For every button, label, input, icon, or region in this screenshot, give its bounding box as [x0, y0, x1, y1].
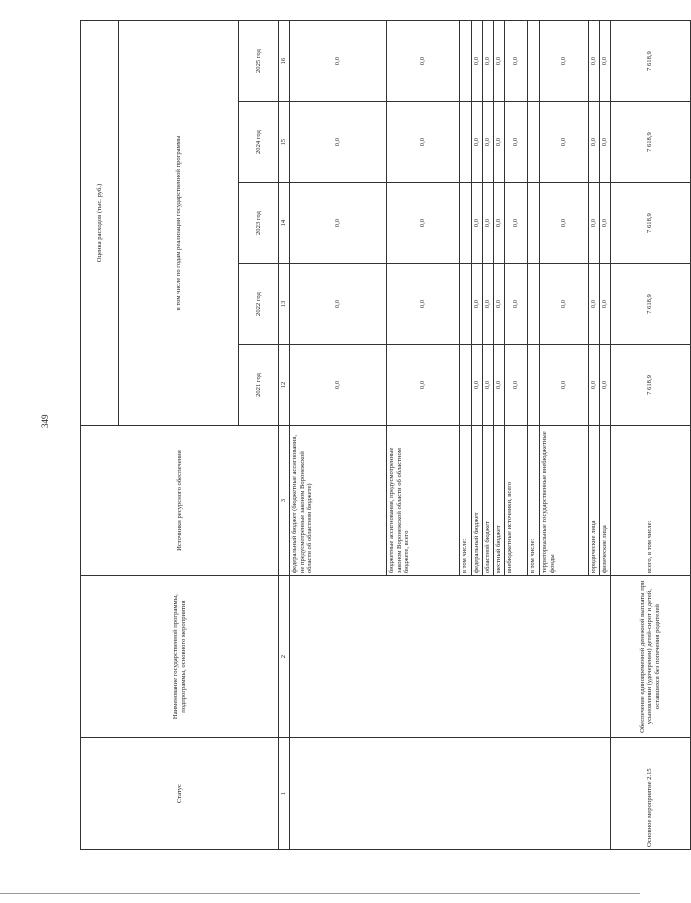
value-cell: 0,0 [471, 183, 482, 264]
table-row [289, 21, 386, 850]
value-cell: 0,0 [471, 264, 482, 345]
value-cell: 7 618,9 [610, 21, 690, 102]
name-cell-empty [289, 576, 610, 738]
value-cell: 0,0 [482, 183, 493, 264]
value-cell: 0,0 [599, 264, 610, 345]
value-cell: 0,0 [504, 264, 527, 345]
source-cell: в том числе: [459, 425, 471, 575]
value-cell: 0,0 [504, 102, 527, 183]
value-cell: 0,0 [289, 102, 386, 183]
value-cell: 0,0 [599, 345, 610, 426]
source-cell: бюджетные ассигнования, предусмотренные законом Воронежской области об областном бюджете, всего [386, 425, 459, 575]
value-cell: 0,0 [539, 102, 588, 183]
value-cell: 0,0 [386, 21, 459, 102]
value-cell [459, 183, 471, 264]
value-cell [527, 264, 539, 345]
status-cell-empty [289, 738, 610, 850]
value-cell: 7 618,9 [610, 102, 690, 183]
column-number: 3 [279, 425, 290, 575]
header-source: Источники ресурсного обеспечения [81, 425, 279, 575]
header-year-2022: 2022 год [239, 264, 279, 345]
value-cell: 0,0 [482, 264, 493, 345]
value-cell: 0,0 [289, 183, 386, 264]
header-year-2021: 2021 год [239, 345, 279, 426]
source-cell: внебюджетные источники, всего [504, 425, 527, 575]
value-cell: 0,0 [493, 21, 504, 102]
value-cell: 7 618,9 [610, 264, 690, 345]
value-cell: 0,0 [588, 21, 599, 102]
value-cell: 0,0 [588, 264, 599, 345]
value-cell: 0,0 [482, 345, 493, 426]
value-cell: 0,0 [539, 264, 588, 345]
value-cell: 0,0 [493, 183, 504, 264]
table-row-main-event [610, 21, 690, 850]
column-number: 16 [279, 21, 290, 102]
source-cell: всего, в том числе: [610, 425, 690, 575]
header-name: Наименование государственной программы, подпрограммы, основного мероприятия [81, 576, 279, 738]
value-cell: 0,0 [599, 21, 610, 102]
value-cell: 7 618,9 [610, 183, 690, 264]
column-number: 14 [279, 183, 290, 264]
source-cell: местный бюджет [493, 425, 504, 575]
value-cell: 0,0 [493, 102, 504, 183]
source-cell: федеральный бюджет (бюджетные ассигнования, не предусмотренные законом Воронежской области об областном бюджете) [289, 425, 386, 575]
rotated-table-container [80, 20, 662, 850]
value-cell: 0,0 [471, 102, 482, 183]
value-cell: 0,0 [386, 183, 459, 264]
source-cell: физические лица [599, 425, 610, 575]
value-cell: 0,0 [599, 183, 610, 264]
value-cell: 0,0 [504, 345, 527, 426]
column-number: 13 [279, 264, 290, 345]
value-cell [527, 21, 539, 102]
column-number: 12 [279, 345, 290, 426]
value-cell: 0,0 [504, 183, 527, 264]
value-cell [527, 183, 539, 264]
value-cell [459, 21, 471, 102]
header-by-years: в том числе по годам реализации государственной программы [119, 21, 239, 426]
header-status: Статус [81, 738, 279, 850]
value-cell [527, 102, 539, 183]
source-cell: в том числе: [527, 425, 539, 575]
value-cell: 0,0 [588, 183, 599, 264]
value-cell: 0,0 [539, 21, 588, 102]
value-cell: 0,0 [471, 345, 482, 426]
value-cell [459, 345, 471, 426]
value-cell: 0,0 [493, 264, 504, 345]
header-year-2024: 2024 год [239, 102, 279, 183]
header-year-2023: 2023 год [239, 183, 279, 264]
value-cell: 0,0 [482, 21, 493, 102]
value-cell: 0,0 [386, 345, 459, 426]
value-cell: 0,0 [493, 345, 504, 426]
source-cell: территориальные государственные внебюджетные фонды [539, 425, 588, 575]
header-year-2025: 2025 год [239, 21, 279, 102]
value-cell: 7 618,9 [610, 345, 690, 426]
value-cell: 0,0 [539, 183, 588, 264]
value-cell: 0,0 [289, 264, 386, 345]
header-estimate: Оценка расходов (тыс. руб.) [81, 21, 119, 426]
source-cell: юридические лица [588, 425, 599, 575]
value-cell: 0,0 [471, 21, 482, 102]
value-cell: 0,0 [386, 102, 459, 183]
value-cell: 0,0 [539, 345, 588, 426]
column-number: 15 [279, 102, 290, 183]
status-cell: Основное мероприятие 2.15 [610, 738, 690, 850]
value-cell: 0,0 [504, 21, 527, 102]
name-cell: Обеспечение единовременной денежной выплаты при усыновлении (удочерении) детей-сирот и детей, оставшихся без попечения родителей [610, 576, 690, 738]
column-number: 1 [279, 738, 290, 850]
value-cell: 0,0 [289, 21, 386, 102]
page-number: 349 [40, 414, 50, 428]
value-cell: 0,0 [588, 345, 599, 426]
expenses-table [80, 20, 691, 850]
value-cell: 0,0 [588, 102, 599, 183]
column-number: 2 [279, 576, 290, 738]
value-cell: 0,0 [482, 102, 493, 183]
value-cell: 0,0 [289, 345, 386, 426]
value-cell: 0,0 [599, 102, 610, 183]
value-cell [459, 264, 471, 345]
value-cell [527, 345, 539, 426]
source-cell: федеральный бюджет [471, 425, 482, 575]
value-cell: 0,0 [386, 264, 459, 345]
page-bottom-edge [0, 893, 640, 894]
source-cell: областной бюджет [482, 425, 493, 575]
value-cell [459, 102, 471, 183]
